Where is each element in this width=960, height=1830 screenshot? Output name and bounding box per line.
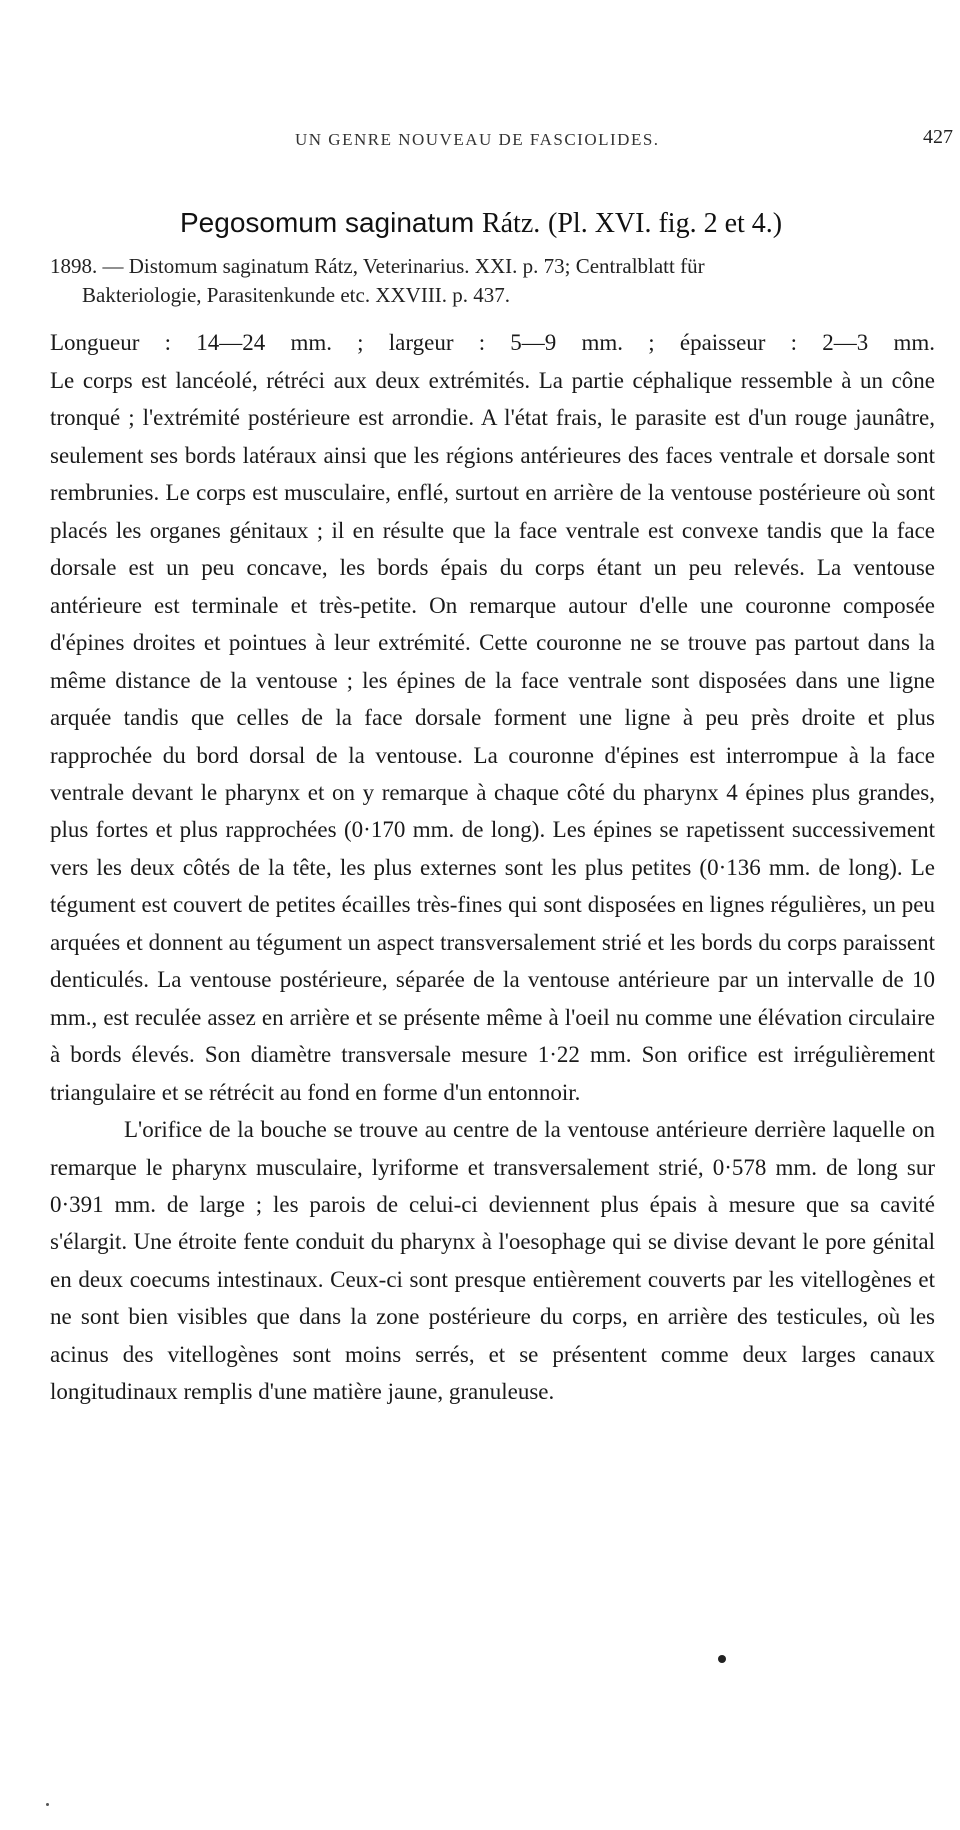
citation-line-2: Bakteriologie, Parasitenkunde etc. XXVIII. p. 437. xyxy=(82,283,511,307)
body-text xyxy=(50,362,935,1411)
plate-reference: (Pl. XVI. fig. 2 et 4.) xyxy=(548,208,783,239)
paragraph-digestive: L'orifice de la bouche se trouve au centre de la ventouse antérieure derrière laquelle on remarque le pharynx musculaire, lyriforme et transversalement strié, 0·578 mm. de long sur 0·391 mm. de large ; les parois de celui-ci deviennent plus épais à mesure que sa cavité s'élargit. Une étroite fente conduit du pharynx à l'oesophage qui se divise devant le pore génital en deux coecums intestinaux. Ceux-ci sont presque entièrement couverts par les vitellogènes et ne sont bien visibles que dans la zone postérieure du corps, en arrière des testicules, où les acinus des vitellogènes sont moins serrés, et se présentent comme deux larges canaux longitudinaux remplis d'une matière jaune, granuleuse. xyxy=(50,1117,935,1405)
species-title xyxy=(180,207,782,240)
species-author: Rátz. xyxy=(481,208,541,239)
measurements: Longueur : 14—24 mm. ; largeur : 5—9 mm. ; épaisseur : 2—3 mm. xyxy=(50,330,935,355)
paragraph-description: Le corps est lancéolé, rétréci aux deux extrémités. La partie céphalique ressemble à un cône tronqué ; l'extrémité postérieure est arrondie. A l'état frais, le parasite est d'un rouge jaunâtre, seulement ses bords latéraux ainsi que les régions antérieures des faces ventrale et dorsale sont rembrunies. Le corps est musculaire, enflé, surtout en arrière de la ventouse postérieure où sont placés les organes génitaux ; il en résulte que la face ventrale est convexe tandis que la face dorsale est un peu concave, les bords épais du corps étant un peu relevés. La ventouse antérieure est terminale et très-petite. On remarque autour d'elle une couronne composée d'épines droites et pointues à leur extrémité. Cette couronne ne se trouve pas partout dans la même distance de la ventouse ; les épines de la face ventrale sont disposées dans une ligne arquée tandis que celles de la face dorsale forment une ligne à peu près droite et plus rapprochée du bord dorsal de la ventouse. La couronne d'épines est interrompue à la face ventrale devant le pharynx et on y remarque à chaque côté du pharynx 4 épines plus grandes, plus fortes et plus rapprochées (0·170 mm. de long). Les épines se rapetissent successivement vers les deux côtés de la tête, les plus externes sont les plus petites (0·136 mm. de long). Le tégument est couvert de petites écailles très-fines qui sont disposées en lignes régulières, un peu arquées et donnent au tégument un aspect transversalement strié et les bords du corps paraissent denticulés. La ventouse postérieure, séparée de la ventouse antérieure par un intervalle de 10 mm., est reculée assez en arrière et se présente même à l'oeil nu comme une élévation circulaire à bords élevés. Son diamètre transversale mesure 1·22 mm. Son orifice est irrégulièrement triangulaire et se rétrécit au fond en forme d'un entonnoir. xyxy=(50,368,935,1105)
citation-line-1: 1898. — Distomum saginatum Rátz, Veterinarius. XXI. p. 73; Centralblatt für xyxy=(50,254,705,278)
print-speck xyxy=(46,1803,49,1806)
page-number: 427 xyxy=(923,126,953,148)
running-head: UN GENRE NOUVEAU DE FASCIOLIDES. xyxy=(295,130,660,149)
print-mark xyxy=(718,1655,726,1663)
citation xyxy=(50,252,935,310)
species-name: Pegosomum saginatum xyxy=(180,207,475,238)
